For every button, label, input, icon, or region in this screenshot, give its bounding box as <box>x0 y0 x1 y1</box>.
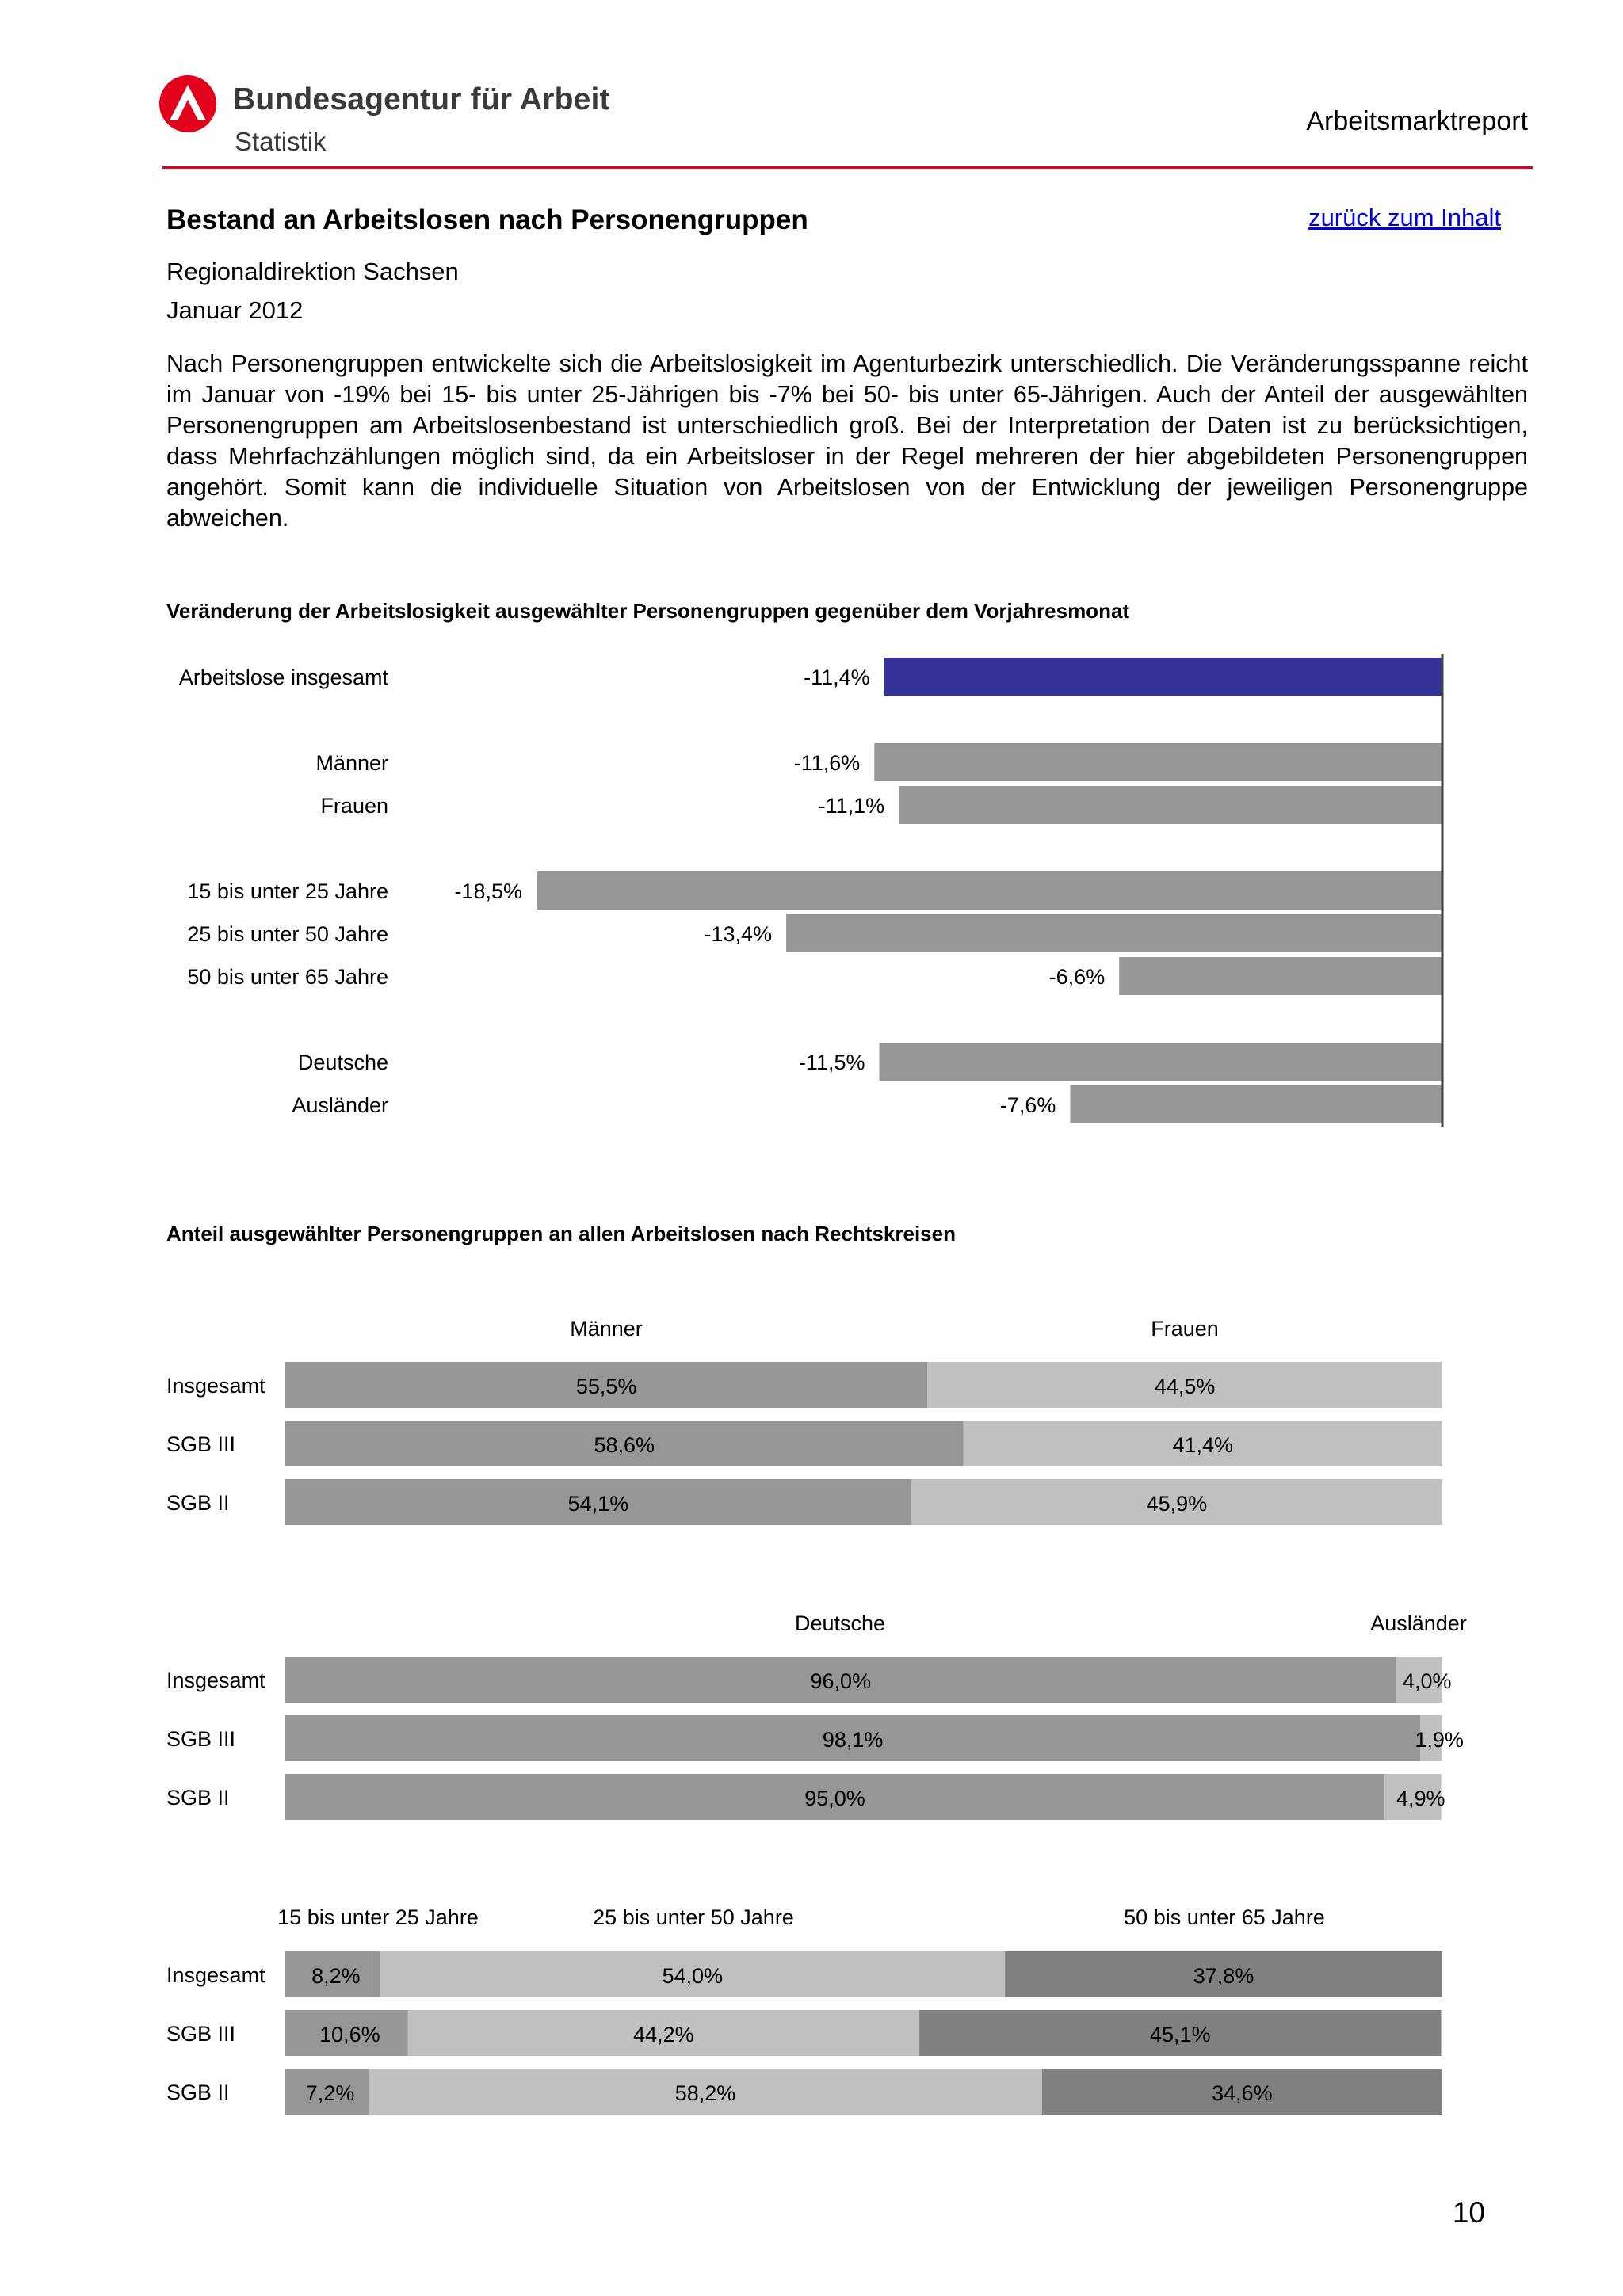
share-series-header: Frauen <box>1151 1317 1219 1341</box>
section-title: Bestand an Arbeitslosen nach Personengruppen <box>166 204 808 235</box>
change-category-label: 15 bis unter 25 Jahre <box>187 879 388 903</box>
change-value-label: -13,4% <box>704 922 773 946</box>
page-number: 10 <box>1452 2196 1485 2229</box>
change-category-label: Arbeitslose insgesamt <box>178 666 388 689</box>
share-value-label: 98,1% <box>822 1728 884 1752</box>
share-series-header: Ausländer <box>1370 1611 1467 1635</box>
intro-paragraph: Nach Personengruppen entwickelte sich die Arbeitslosigkeit im Agenturbezirk unterschiedlich. Die Veränderungsspanne reicht im Januar von -19% bei 15- bis unter 25-Jährigen bis -7% bei 50- bis unter 65-Jährigen. Auch der Anteil der ausgewählten Personengruppen am Arbeitslosenbestand ist unterschiedlich groß. Bei der Interpretation der Daten ist zu berücksichtigen, dass Mehrfachzählungen möglich sind, da ein Arbeitsloser in der Regel mehreren der hier abgebildeten Personengruppen angehört. Somit kann die individuelle Situation von Arbeitslosen von der Entwicklung der jeweiligen Personengruppe abweichen. <box>166 350 1528 532</box>
share-category-label: SGB III <box>166 2022 236 2046</box>
change-value-label: -18,5% <box>454 879 522 903</box>
change-value-label: -11,5% <box>798 1051 865 1074</box>
share-category-label: SGB II <box>166 1491 230 1515</box>
share-value-label: 45,9% <box>1146 1492 1208 1516</box>
org-name: Bundesagentur für Arbeit <box>233 82 610 116</box>
share-value-label: 37,8% <box>1193 1964 1254 1988</box>
change-value-label: -11,1% <box>818 794 885 818</box>
share-category-label: Insgesamt <box>166 1669 265 1692</box>
share-value-label: 41,4% <box>1172 1433 1234 1457</box>
share-series-header: Deutsche <box>794 1611 886 1635</box>
back-to-contents-link[interactable]: zurück zum Inhalt <box>1308 204 1501 231</box>
chart-share-title: Anteil ausgewählter Personengruppen an allen Arbeitslosen nach Rechtskreisen <box>166 1222 956 1245</box>
chart-change-title: Veränderung der Arbeitslosigkeit ausgewählter Personengruppen gegenüber dem Vorjahresmonat <box>166 599 1130 623</box>
share-value-label: 54,1% <box>567 1492 629 1516</box>
share-value-label: 44,5% <box>1154 1375 1216 1398</box>
change-category-label: Männer <box>315 751 388 775</box>
share-value-label: 95,0% <box>804 1787 865 1810</box>
share-value-label: 4,0% <box>1403 1669 1452 1693</box>
share-value-label: 7,2% <box>305 2081 355 2105</box>
share-value-label: 4,9% <box>1396 1787 1445 1810</box>
change-category-label: Frauen <box>320 794 388 818</box>
change-category-label: Ausländer <box>292 1093 388 1117</box>
share-value-label: 58,6% <box>594 1433 655 1457</box>
report-title: Arbeitsmarktreport <box>1306 106 1528 136</box>
share-category-label: SGB III <box>166 1727 236 1751</box>
share-series-header: 25 bis unter 50 Jahre <box>593 1905 794 1929</box>
share-value-label: 1,9% <box>1415 1728 1464 1752</box>
org-subtitle: Statistik <box>235 127 327 156</box>
share-value-label: 58,2% <box>674 2081 736 2105</box>
change-category-label: 25 bis unter 50 Jahre <box>187 922 388 946</box>
share-category-label: Insgesamt <box>166 1963 265 1987</box>
change-value-label: -7,6% <box>999 1093 1056 1117</box>
share-value-label: 55,5% <box>575 1375 637 1398</box>
share-category-label: SGB II <box>166 2081 230 2104</box>
share-value-label: 34,6% <box>1212 2081 1273 2105</box>
share-value-label: 8,2% <box>311 1964 361 1988</box>
month-label: Januar 2012 <box>166 296 304 324</box>
share-value-label: 10,6% <box>319 2023 380 2046</box>
share-category-label: SGB II <box>166 1786 230 1810</box>
share-category-label: SGB III <box>166 1432 236 1456</box>
change-value-label: -11,4% <box>804 666 870 689</box>
share-series-header: Männer <box>570 1317 643 1341</box>
share-series-header: 50 bis unter 65 Jahre <box>1124 1905 1325 1929</box>
change-category-label: 50 bis unter 65 Jahre <box>187 965 388 989</box>
change-value-label: -6,6% <box>1048 965 1106 989</box>
change-value-label: -11,6% <box>793 751 861 775</box>
region-label: Regionaldirektion Sachsen <box>166 257 459 285</box>
share-value-label: 96,0% <box>810 1669 872 1693</box>
share-value-label: 44,2% <box>633 2023 694 2046</box>
share-category-label: Insgesamt <box>166 1374 265 1398</box>
share-value-label: 45,1% <box>1150 2023 1211 2046</box>
share-series-header: 15 bis unter 25 Jahre <box>277 1905 479 1929</box>
change-category-label: Deutsche <box>297 1051 388 1074</box>
share-value-label: 54,0% <box>662 1964 724 1988</box>
